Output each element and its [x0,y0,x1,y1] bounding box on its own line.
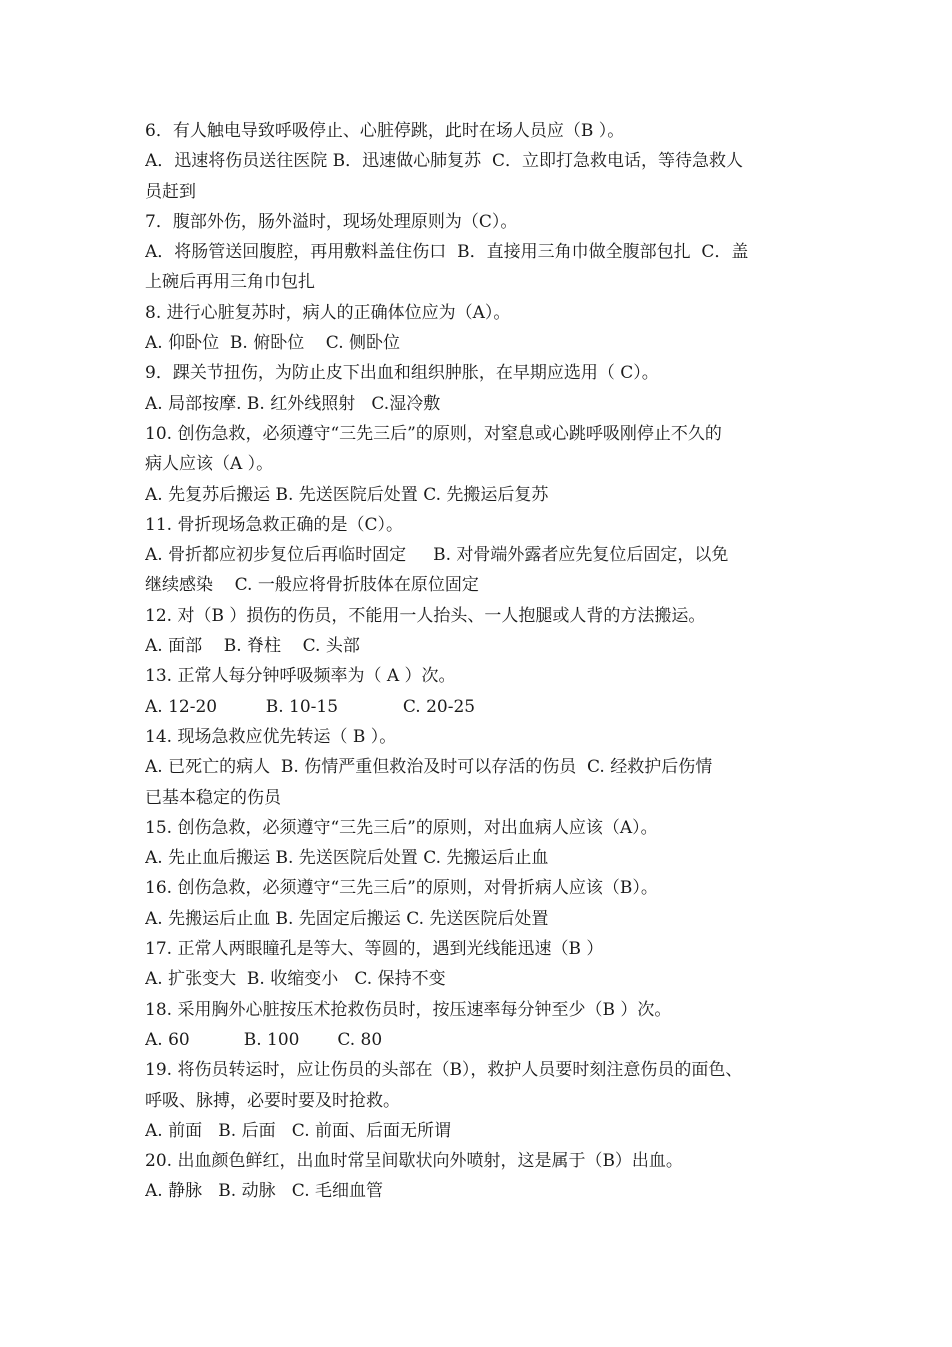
question-6-stem: 6．有人触电导致呼吸停止、心脏停跳，此时在场人员应（B ）。 [145,121,625,141]
question-list [145,116,813,1207]
question-15-options: A. 先止血后搬运 B. 先送医院后处置 C. 先搬运后止血 [145,848,549,869]
question-7-stem: 7．腹部外伤，肠外溢时，现场处理原则为（C）。 [145,211,518,232]
question-14-options: A. 已死亡的病人 B. 伤情严重但救治及时可以存活的伤员 C. 经救护后伤情 [145,757,713,778]
question-16-stem: 16. 创伤急救，必须遵守“三先三后”的原则，对骨折病人应该（B）。 [145,878,658,899]
question-9-options: A. 局部按摩. B. 红外线照射 C.湿冷敷 [145,393,441,414]
question-11-options-cont: 继续感染 C. 一般应将骨折肢体在原位固定 [145,575,479,596]
question-15-stem: 15. 创伤急救，必须遵守“三先三后”的原则，对出血病人应该（A）。 [145,817,658,838]
question-6-options-cont: 员赶到 [145,181,196,202]
question-7-options: A．将肠管送回腹腔，再用敷料盖住伤口 B．直接用三角巾做全腹部包扎 C．盖 [145,242,749,263]
question-12-stem: 12. 对（B ）损伤的伤员，不能用一人抬头、一人抱腿或人背的方法搬运。 [145,605,706,626]
question-10-stem-cont: 病人应该（A ）。 [145,454,274,475]
question-11-options: A. 骨折都应初步复位后再临时固定 B. 对骨端外露者应先复位后固定，以免 [145,545,729,566]
question-19-options: A. 前面 B. 后面 C. 前面、后面无所谓 [145,1120,452,1141]
question-17-options: A. 扩张变大 B. 收缩变小 C. 保持不变 [145,969,446,990]
question-12-options: A. 面部 B. 脊柱 C. 头部 [145,636,360,657]
question-13-options: A. 12-20 B. 10-15 C. 20-25 [145,696,476,717]
question-8-stem: 8. 进行心脏复苏时，病人的正确体位应为（A）。 [145,302,511,323]
question-17-stem: 17. 正常人两眼瞳孔是等大、等圆的，遇到光线能迅速（B ） [145,939,604,960]
question-18-stem: 18. 采用胸外心脏按压术抢救伤员时，按压速率每分钟至少（B ）次。 [145,999,672,1020]
question-14-options-cont: 已基本稳定的伤员 [145,787,281,808]
question-20-options: A. 静脉 B. 动脉 C. 毛细血管 [145,1181,384,1202]
question-10-stem: 10. 创伤急救，必须遵守“三先三后”的原则，对窒息或心跳呼吸刚停止不久的 [145,423,722,444]
question-8-options: A. 仰卧位 B. 俯卧位 C. 侧卧位 [145,333,401,354]
question-19-stem-cont: 呼吸、脉搏，必要时要及时抢救。 [145,1090,400,1111]
question-10-options: A. 先复苏后搬运 B. 先送医院后处置 C. 先搬运后复苏 [145,484,549,505]
question-18-options: A. 60 B. 100 C. 80 [145,1029,383,1050]
question-20-stem: 20. 出血颜色鲜红，出血时常呈间歇状向外喷射，这是属于（B）出血。 [145,1151,683,1172]
question-19-stem: 19. 将伤员转运时，应让伤员的头部在（B），救护人员要时刻注意伤员的面色、 [145,1060,743,1081]
question-11-stem: 11. 骨折现场急救正确的是（C）。 [145,514,403,535]
question-16-options: A. 先搬运后止血 B. 先固定后搬运 C. 先送医院后处置 [145,908,549,929]
question-13-stem: 13. 正常人每分钟呼吸频率为（ A ）次。 [145,666,456,687]
question-14-stem: 14. 现场急救应优先转运（ B ）。 [145,726,397,747]
question-7-options-cont: 上碗后再用三角巾包扎 [145,272,315,293]
question-9-stem: 9．踝关节扭伤，为防止皮下出血和组织肿胀，在早期应选用（ C）。 [145,363,659,384]
question-6-options: A．迅速将伤员送往医院 B．迅速做心肺复苏 C．立即打急救电话，等待急救人 [145,151,743,172]
